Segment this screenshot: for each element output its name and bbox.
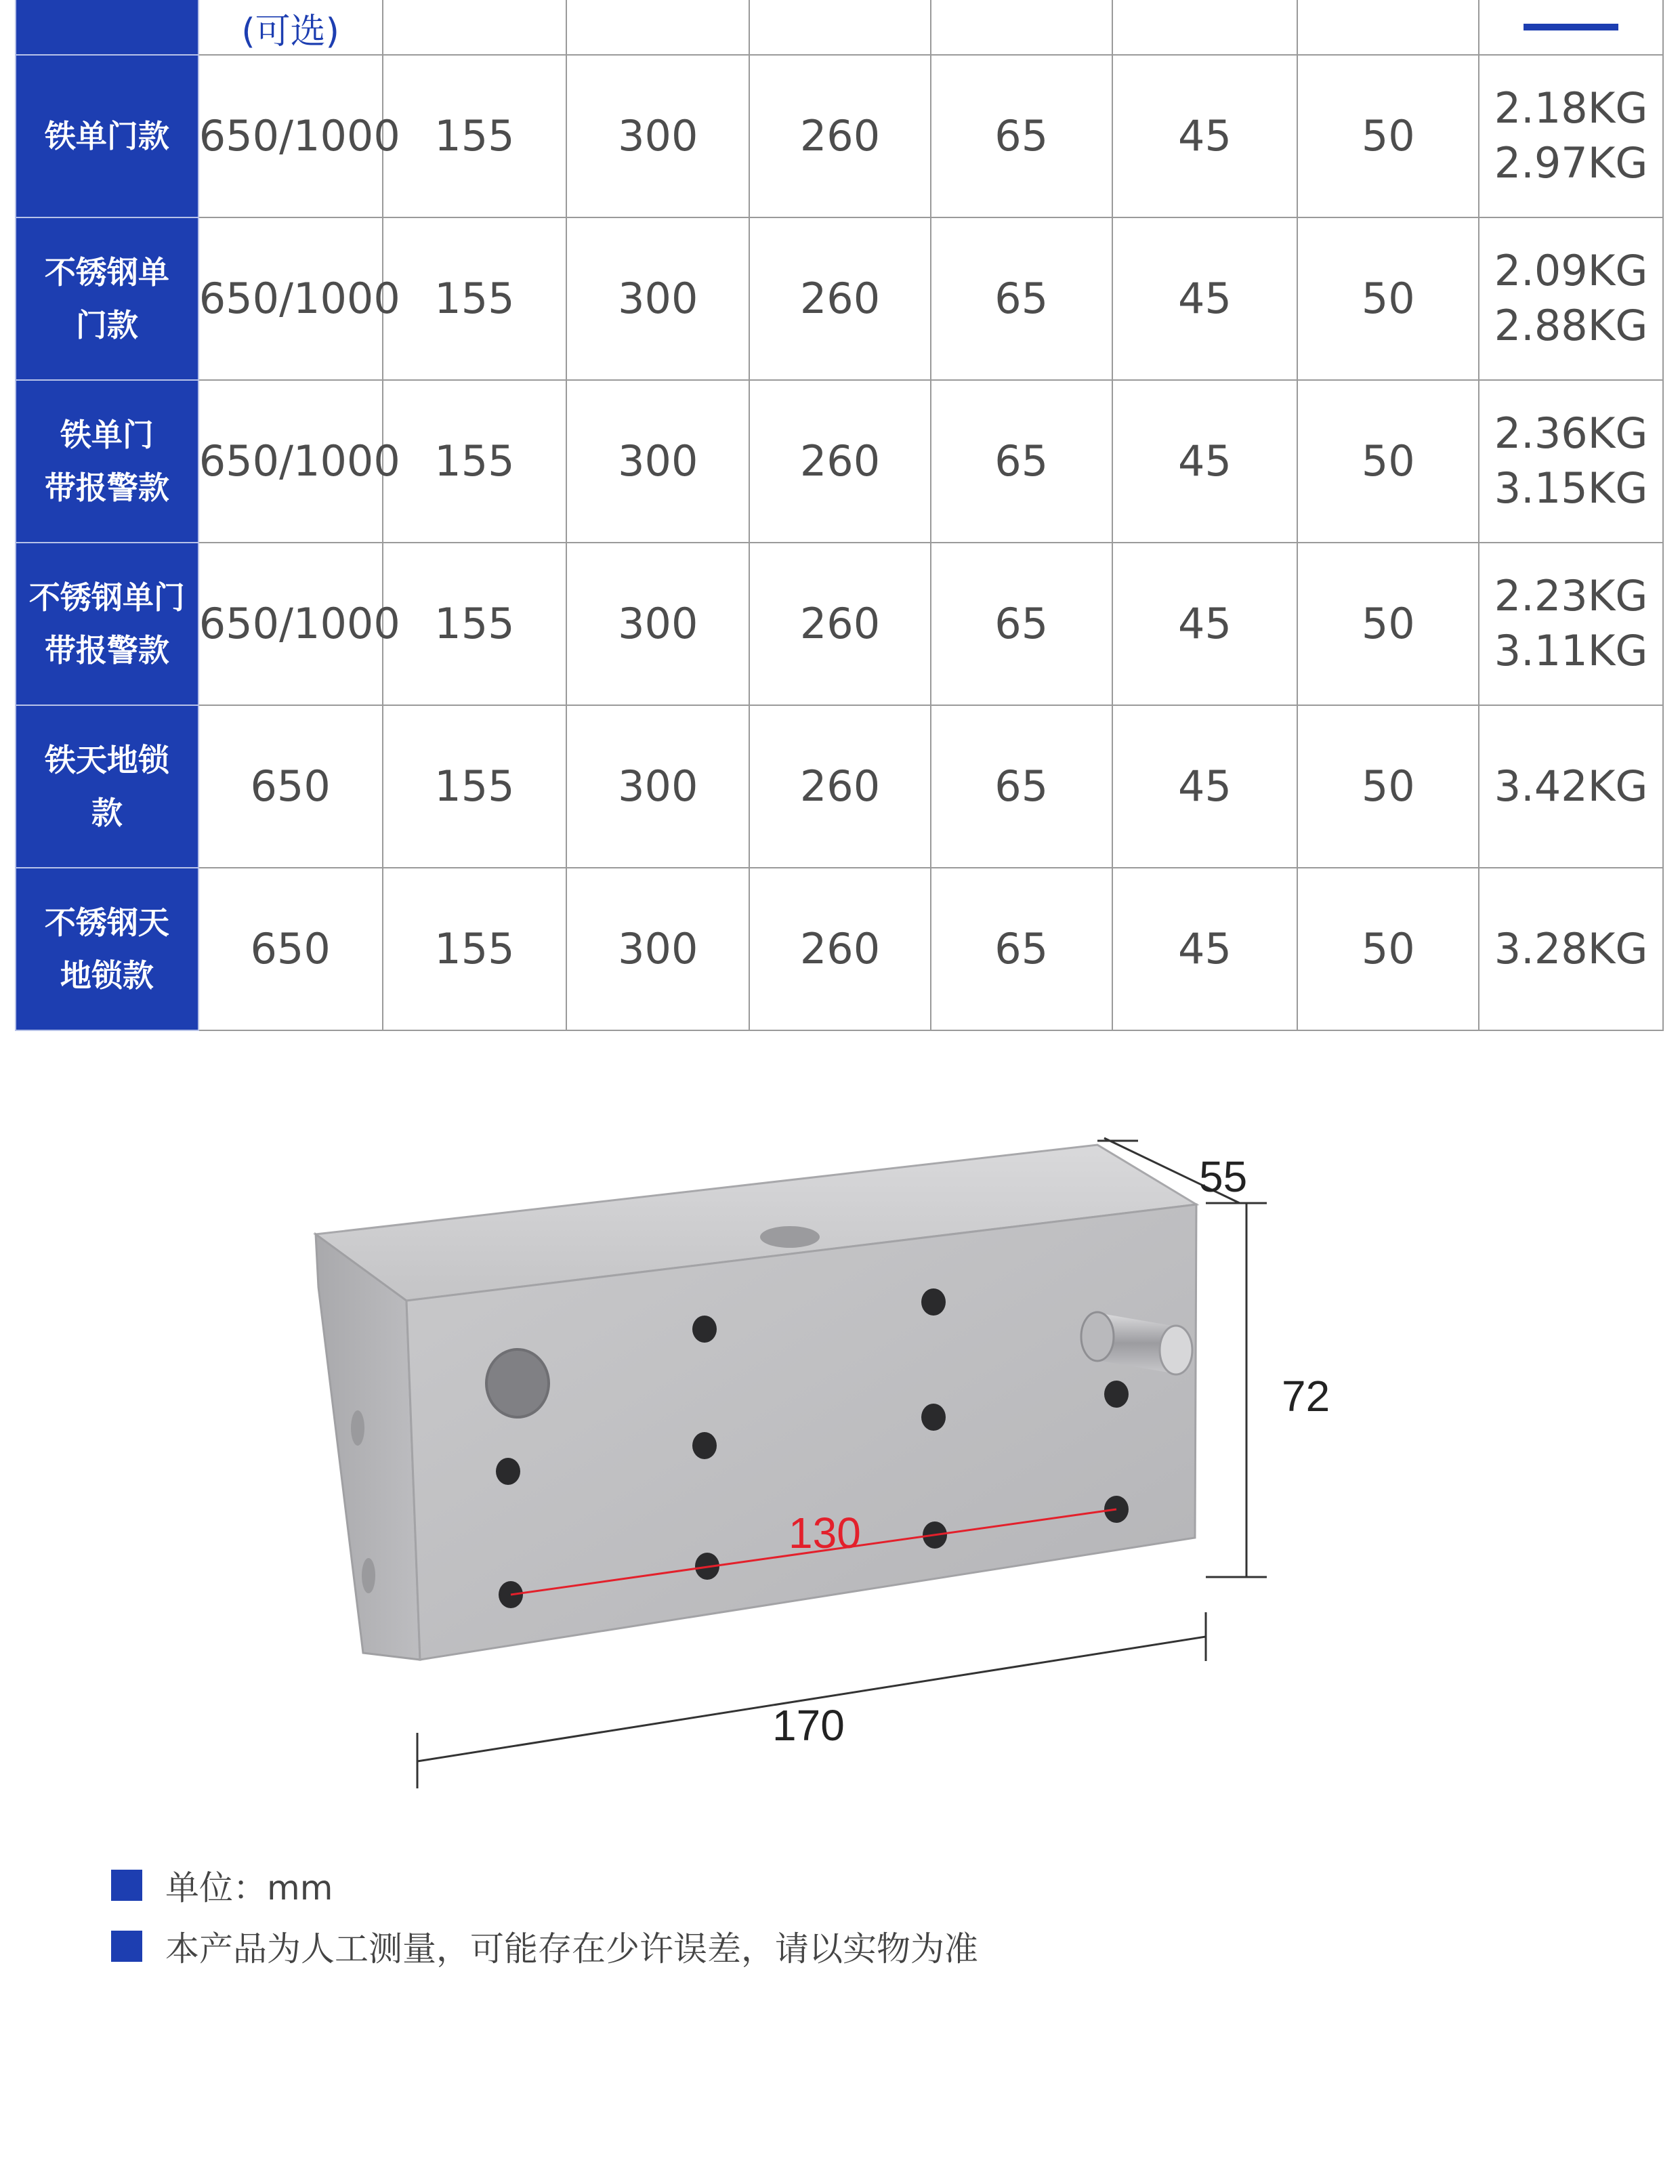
table-cell: 650/1000 (198, 217, 383, 380)
table-row (16, 543, 1663, 705)
row-header-label-line: 不锈钢单 (44, 253, 169, 291)
table-row (16, 380, 1663, 543)
row-header-label-line: 门款 (75, 307, 138, 343)
table-cell: 65 (931, 868, 1112, 1030)
table-cell: 45 (1112, 380, 1298, 543)
table-row (16, 705, 1663, 868)
row-header-cell (16, 868, 198, 1030)
row-header-label-line: 带报警款 (44, 632, 169, 669)
weight-value: 2.18KG (1494, 83, 1648, 133)
table-cell: 260 (749, 55, 931, 217)
table-cell: 260 (749, 543, 931, 705)
table-cell: 65 (931, 543, 1112, 705)
table-row (16, 55, 1663, 217)
table-row (16, 868, 1663, 1030)
note-item (111, 1855, 978, 1916)
table-cell: 65 (931, 217, 1112, 380)
table-cell: 45 (1112, 868, 1298, 1030)
weight-cell (1479, 543, 1663, 705)
table-cell: 155 (383, 380, 567, 543)
mount-hole (921, 1288, 946, 1316)
table-cell: 260 (749, 868, 931, 1030)
depth-dimension-label: 55 (1199, 1152, 1248, 1201)
weight-value: 3.42KG (1494, 761, 1648, 811)
note-text: 本产品为人工测量，可能存在少许误差，请以实物为准 (165, 1929, 978, 1969)
mount-hole (921, 1404, 946, 1431)
row-header-cell (16, 380, 198, 543)
height-dimension-label: 72 (1282, 1372, 1330, 1421)
weight-value: 2.36KG (1494, 408, 1648, 459)
table-row (16, 217, 1663, 380)
table-cell: 260 (749, 217, 931, 380)
table-cell: 45 (1112, 55, 1298, 217)
table-cell: 50 (1297, 217, 1479, 380)
weight-cell (1479, 217, 1663, 380)
table-cell: 300 (566, 217, 749, 380)
table-cell: 155 (383, 868, 567, 1030)
table-cell: 300 (566, 868, 749, 1030)
weight-cell (1479, 380, 1663, 543)
table-cell: 260 (749, 380, 931, 543)
row-header-cell (16, 705, 198, 868)
table-cell: 300 (566, 705, 749, 868)
table-cell: 65 (931, 380, 1112, 543)
note-item (111, 1916, 978, 1977)
table-cell: 300 (566, 380, 749, 543)
table-header-row-cut (16, 0, 1663, 55)
row-header-cell (16, 55, 198, 217)
header-cell (1112, 0, 1298, 55)
table-cell: 65 (931, 705, 1112, 868)
mount-hole (692, 1432, 717, 1459)
table-cell: 650/1000 (198, 543, 383, 705)
header-cell (383, 0, 567, 55)
table-cell: 650/1000 (198, 380, 383, 543)
mount-hole (692, 1316, 717, 1343)
lock-pin-tip (1160, 1326, 1192, 1374)
table-cell: 300 (566, 543, 749, 705)
bullet-square-icon (111, 1931, 142, 1962)
weight-value: 3.15KG (1494, 463, 1648, 513)
table-cell: 650 (198, 705, 383, 868)
side-screw (351, 1410, 364, 1446)
header-cell-cut (16, 0, 198, 55)
length-dimension-label: 170 (772, 1701, 845, 1750)
mount-hole (1104, 1381, 1129, 1408)
table-cell: 650/1000 (198, 55, 383, 217)
large-hole (486, 1349, 549, 1417)
row-header-label (16, 896, 198, 1002)
table-cell: 650 (198, 868, 383, 1030)
row-header-label-line: 款 (91, 795, 123, 831)
header-cell-optional: (可选) (198, 0, 383, 55)
row-header-label-line: 铁天地锁 (44, 741, 169, 778)
weight-value: 2.88KG (1494, 301, 1648, 350)
lock-pin-end (1081, 1312, 1114, 1361)
row-header-cell (16, 217, 198, 380)
note-text: 单位：mm (165, 1868, 333, 1908)
mount-hole (496, 1458, 520, 1485)
weight-cell (1479, 868, 1663, 1030)
row-header-label (16, 246, 198, 352)
weight-value: 2.23KG (1494, 571, 1648, 621)
row-header-cell (16, 543, 198, 705)
table-cell: 155 (383, 55, 567, 217)
table-cell: 260 (749, 705, 931, 868)
row-header-label: 铁单门款 (44, 117, 169, 154)
spec-table (15, 0, 1664, 1031)
table-cell: 45 (1112, 705, 1298, 868)
header-cell (931, 0, 1112, 55)
table-cell: 155 (383, 705, 567, 868)
table-cell: 50 (1297, 543, 1479, 705)
row-header-label (16, 408, 198, 514)
table-cell: 45 (1112, 543, 1298, 705)
header-cell (566, 0, 749, 55)
weight-value: 3.28KG (1494, 923, 1648, 973)
row-header-label-line: 铁单门 (60, 416, 154, 453)
weight-value: 2.09KG (1494, 246, 1648, 296)
weight-value: 2.97KG (1494, 138, 1648, 188)
weight-cell (1479, 705, 1663, 868)
top-hole (760, 1226, 820, 1248)
table-cell: 300 (566, 55, 749, 217)
row-header-label-line: 地锁款 (60, 957, 154, 994)
row-header-label-line: 带报警款 (44, 469, 169, 506)
table-cell: 65 (931, 55, 1112, 217)
header-cell (1297, 0, 1479, 55)
row-header-label (16, 734, 198, 839)
header-underline-mark (1524, 24, 1618, 40)
row-header-label (16, 571, 198, 677)
table-cell: 45 (1112, 217, 1298, 380)
table-cell: 155 (383, 543, 567, 705)
header-cell (749, 0, 931, 55)
side-screw (362, 1558, 375, 1593)
weight-cell (1479, 55, 1663, 217)
table-cell: 50 (1297, 380, 1479, 543)
table-cell: 50 (1297, 55, 1479, 217)
notes-list (111, 1855, 978, 1977)
bullet-square-icon (111, 1870, 142, 1901)
row-header-label-line: 不锈钢天 (44, 904, 169, 941)
row-header-label-line: 不锈钢单门 (28, 579, 185, 616)
box-left-face (316, 1234, 420, 1660)
hole-spacing-label: 130 (789, 1509, 861, 1557)
table-cell: 50 (1297, 705, 1479, 868)
header-cell-weight (1479, 0, 1663, 55)
table-cell: 155 (383, 217, 567, 380)
product-dimension-figure (0, 1084, 1680, 1829)
weight-value: 3.11KG (1494, 626, 1648, 675)
table-cell: 50 (1297, 868, 1479, 1030)
